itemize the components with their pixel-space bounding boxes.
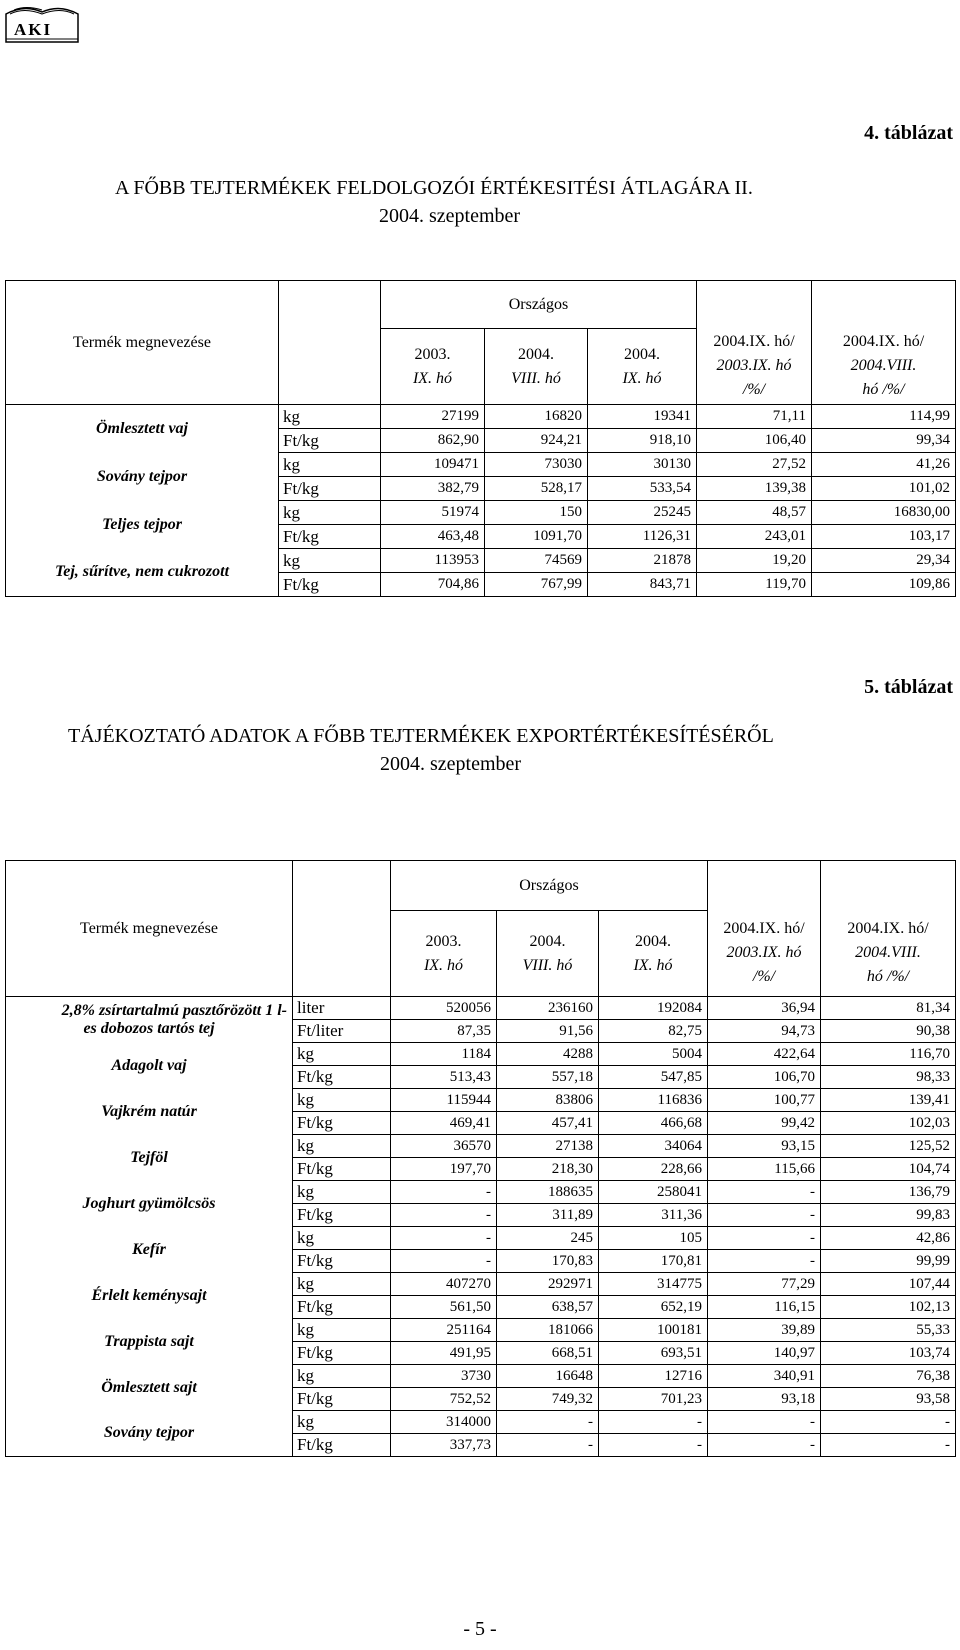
product-name: Sovány tejpor	[6, 1411, 293, 1457]
unit-cell: Ft/kg	[293, 1388, 391, 1411]
table-row	[6, 1227, 956, 1250]
value-cell: -	[599, 1434, 708, 1457]
header-col-4	[697, 329, 812, 405]
product-name: Tejföl	[6, 1135, 293, 1181]
value-cell: 94,73	[708, 1020, 821, 1043]
value-cell: 407270	[391, 1273, 497, 1296]
header-unit	[293, 861, 391, 997]
value-cell: 16820	[485, 405, 588, 429]
unit-cell: kg	[293, 1043, 391, 1066]
table4-title	[115, 174, 753, 230]
value-cell: 311,89	[497, 1204, 599, 1227]
value-cell: 767,99	[485, 573, 588, 597]
value-cell: 109,86	[812, 573, 956, 597]
unit-cell: kg	[293, 1181, 391, 1204]
header-row	[6, 861, 956, 911]
value-cell: 701,23	[599, 1388, 708, 1411]
unit-cell: Ft/kg	[293, 1112, 391, 1135]
value-cell: 1091,70	[485, 525, 588, 549]
header-col-line: VIII. hó	[511, 369, 561, 387]
value-cell: 693,51	[599, 1342, 708, 1365]
header-unit	[279, 281, 381, 405]
header-col-line: 2004.VIII.	[855, 944, 921, 962]
value-cell: 245	[497, 1227, 599, 1250]
header-product: Termék megnevezése	[6, 281, 279, 405]
header-col-line: 2004.IX. hó/	[713, 333, 795, 351]
value-cell: 104,74	[821, 1158, 956, 1181]
value-cell: 113953	[381, 549, 485, 573]
value-cell: 48,57	[697, 501, 812, 525]
value-cell: 100,77	[708, 1089, 821, 1112]
header-empty	[812, 281, 956, 329]
product-name: Érlelt keménysajt	[6, 1273, 293, 1319]
value-cell: 243,01	[697, 525, 812, 549]
table5-title-line1: TÁJÉKOZTATÓ ADATOK A FŐBB TEJTERMÉKEK EXPORTÉRTÉKESÍTÉSÉRŐL	[68, 725, 774, 747]
header-col-line: 2004.	[635, 932, 671, 950]
table-row	[6, 1273, 956, 1296]
header-empty	[708, 861, 821, 911]
header-col-line: 2004.IX. hó/	[842, 333, 925, 351]
value-cell: 197,70	[391, 1158, 497, 1181]
table4-label: 4. táblázat	[864, 122, 953, 144]
header-product: Termék megnevezése	[6, 861, 293, 997]
value-cell: 652,19	[599, 1296, 708, 1319]
value-cell: 547,85	[599, 1066, 708, 1089]
unit-cell: kg	[279, 453, 381, 477]
table-row	[6, 997, 956, 1020]
unit-cell: kg	[279, 501, 381, 525]
header-group: Országos	[391, 861, 708, 911]
header-empty	[697, 281, 812, 329]
header-col-line: 2004.IX. hó/	[847, 920, 929, 938]
value-cell: 422,64	[708, 1043, 821, 1066]
header-col-line: hó /%/	[866, 968, 910, 986]
value-cell: 27138	[497, 1135, 599, 1158]
value-cell: -	[497, 1411, 599, 1434]
header-col-3	[599, 911, 708, 997]
header-col-1	[381, 329, 485, 405]
header-col-line: IX. hó	[622, 369, 662, 387]
header-col-line: /%/	[742, 381, 766, 399]
value-cell: 251164	[391, 1319, 497, 1342]
value-cell: -	[391, 1181, 497, 1204]
unit-cell: liter	[293, 997, 391, 1020]
header-col-line: hó /%/	[862, 381, 905, 399]
product-name: Adagolt vaj	[6, 1043, 293, 1089]
value-cell: -	[708, 1250, 821, 1273]
table-row	[6, 1181, 956, 1204]
value-cell: 115,66	[708, 1158, 821, 1181]
value-cell: 29,34	[812, 549, 956, 573]
value-cell: 314000	[391, 1411, 497, 1434]
value-cell: -	[821, 1434, 956, 1457]
value-cell: 87,35	[391, 1020, 497, 1043]
header-col-line: 2003.	[414, 345, 451, 363]
value-cell: 513,43	[391, 1066, 497, 1089]
value-cell: 115944	[391, 1089, 497, 1112]
product-name: Kefír	[6, 1227, 293, 1273]
product-name: Ömlesztett sajt	[6, 1365, 293, 1411]
product-name-line: es dobozos tartós tej	[83, 1019, 215, 1037]
value-cell: 557,18	[497, 1066, 599, 1089]
value-cell: 42,86	[821, 1227, 956, 1250]
value-cell: 749,32	[497, 1388, 599, 1411]
header-col-line: 2003.	[425, 932, 462, 950]
unit-cell: Ft/kg	[293, 1296, 391, 1319]
unit-cell: Ft/kg	[293, 1204, 391, 1227]
unit-cell: Ft/liter	[293, 1020, 391, 1043]
header-col-line: 2004.IX. hó/	[723, 920, 805, 938]
value-cell: 90,38	[821, 1020, 956, 1043]
product-name: Trappista sajt	[6, 1319, 293, 1365]
product-name: Sovány tejpor	[6, 453, 279, 501]
value-cell: 192084	[599, 997, 708, 1020]
value-cell: 528,17	[485, 477, 588, 501]
value-cell: -	[391, 1250, 497, 1273]
value-cell: 1126,31	[588, 525, 697, 549]
value-cell: -	[391, 1204, 497, 1227]
value-cell: 82,75	[599, 1020, 708, 1043]
value-cell: -	[708, 1411, 821, 1434]
table-row	[6, 1411, 956, 1434]
value-cell: 116,70	[821, 1043, 956, 1066]
unit-cell: kg	[293, 1273, 391, 1296]
value-cell: 292971	[497, 1273, 599, 1296]
header-col-line: IX. hó	[423, 956, 464, 974]
table-row	[6, 1319, 956, 1342]
header-col-5	[812, 329, 956, 405]
unit-cell: Ft/kg	[293, 1250, 391, 1273]
value-cell: 36,94	[708, 997, 821, 1020]
value-cell: 520056	[391, 997, 497, 1020]
table-row	[6, 549, 956, 573]
value-cell: 41,26	[812, 453, 956, 477]
value-cell: 4288	[497, 1043, 599, 1066]
value-cell: 93,18	[708, 1388, 821, 1411]
header-col-line: 2004.VIII.	[850, 357, 917, 375]
value-cell: 116,15	[708, 1296, 821, 1319]
value-cell: 99,42	[708, 1112, 821, 1135]
value-cell: 36570	[391, 1135, 497, 1158]
unit-cell: kg	[293, 1227, 391, 1250]
value-cell: 77,29	[708, 1273, 821, 1296]
value-cell: 19341	[588, 405, 697, 429]
unit-cell: Ft/kg	[293, 1066, 391, 1089]
value-cell: 638,57	[497, 1296, 599, 1319]
unit-cell: Ft/kg	[293, 1158, 391, 1181]
header-col-line: 2003.IX. hó	[726, 944, 802, 962]
value-cell: 27199	[381, 405, 485, 429]
value-cell: 71,11	[697, 405, 812, 429]
value-cell: 139,38	[697, 477, 812, 501]
value-cell: 73030	[485, 453, 588, 477]
value-cell: 109471	[381, 453, 485, 477]
value-cell: 862,90	[381, 429, 485, 453]
value-cell: 181066	[497, 1319, 599, 1342]
value-cell: 150	[485, 501, 588, 525]
table4	[5, 280, 956, 597]
value-cell: 457,41	[497, 1112, 599, 1135]
value-cell: 314775	[599, 1273, 708, 1296]
header-col-line: /%/	[752, 968, 776, 986]
header-col-1	[391, 911, 497, 997]
table4-title-line2: 2004. szeptember	[379, 205, 521, 227]
value-cell: 81,34	[821, 997, 956, 1020]
value-cell: 114,99	[812, 405, 956, 429]
value-cell: 843,71	[588, 573, 697, 597]
value-cell: 106,40	[697, 429, 812, 453]
unit-cell: Ft/kg	[279, 477, 381, 501]
value-cell: 704,86	[381, 573, 485, 597]
value-cell: 99,34	[812, 429, 956, 453]
table-row	[6, 1365, 956, 1388]
unit-cell: kg	[279, 549, 381, 573]
unit-cell: kg	[293, 1411, 391, 1434]
header-col-line: 2004.	[624, 345, 660, 363]
table5-label: 5. táblázat	[864, 676, 953, 698]
value-cell: 100181	[599, 1319, 708, 1342]
header-empty	[821, 861, 956, 911]
value-cell: 103,74	[821, 1342, 956, 1365]
value-cell: 533,54	[588, 477, 697, 501]
value-cell: 340,91	[708, 1365, 821, 1388]
header-col-line: 2004.	[529, 932, 566, 950]
table-row	[6, 1089, 956, 1112]
header-col-4	[708, 911, 821, 997]
value-cell: -	[708, 1181, 821, 1204]
unit-cell: Ft/kg	[293, 1434, 391, 1457]
value-cell: 466,68	[599, 1112, 708, 1135]
value-cell: 39,89	[708, 1319, 821, 1342]
value-cell: 170,83	[497, 1250, 599, 1273]
table-row	[6, 453, 956, 477]
unit-cell: kg	[293, 1319, 391, 1342]
table4-title-line1: A FŐBB TEJTERMÉKEK FELDOLGOZÓI ÉRTÉKESITÉSI ÁTLAGÁRA II.	[115, 177, 753, 199]
table-row	[6, 405, 956, 429]
value-cell: 188635	[497, 1181, 599, 1204]
value-cell: 106,70	[708, 1066, 821, 1089]
unit-cell: Ft/kg	[279, 429, 381, 453]
value-cell: 218,30	[497, 1158, 599, 1181]
value-cell: 752,52	[391, 1388, 497, 1411]
value-cell: 382,79	[381, 477, 485, 501]
value-cell: 170,81	[599, 1250, 708, 1273]
header-col-3	[588, 329, 697, 405]
value-cell: -	[391, 1227, 497, 1250]
value-cell: 463,48	[381, 525, 485, 549]
value-cell: -	[708, 1227, 821, 1250]
value-cell: 55,33	[821, 1319, 956, 1342]
value-cell: 116836	[599, 1089, 708, 1112]
value-cell: 105	[599, 1227, 708, 1250]
header-col-line: 2004.	[518, 345, 554, 363]
unit-cell: kg	[279, 405, 381, 429]
value-cell: -	[708, 1204, 821, 1227]
value-cell: 491,95	[391, 1342, 497, 1365]
aki-logo	[4, 2, 80, 42]
value-cell: 924,21	[485, 429, 588, 453]
value-cell: 93,58	[821, 1388, 956, 1411]
product-name: Teljes tejpor	[6, 501, 279, 549]
value-cell: 16648	[497, 1365, 599, 1388]
value-cell: 16830,00	[812, 501, 956, 525]
unit-cell: kg	[293, 1365, 391, 1388]
product-name	[6, 997, 293, 1043]
value-cell: 469,41	[391, 1112, 497, 1135]
value-cell: 30130	[588, 453, 697, 477]
value-cell: -	[708, 1434, 821, 1457]
value-cell: 119,70	[697, 573, 812, 597]
table-row	[6, 1135, 956, 1158]
value-cell: 76,38	[821, 1365, 956, 1388]
value-cell: 83806	[497, 1089, 599, 1112]
value-cell: 125,52	[821, 1135, 956, 1158]
header-col-5	[821, 911, 956, 997]
header-row	[6, 281, 956, 329]
value-cell: 19,20	[697, 549, 812, 573]
value-cell: 228,66	[599, 1158, 708, 1181]
unit-cell: kg	[293, 1135, 391, 1158]
table-row	[6, 1043, 956, 1066]
header-col-line: IX. hó	[412, 369, 453, 387]
unit-cell: Ft/kg	[279, 525, 381, 549]
table-row	[6, 501, 956, 525]
header-col-2	[485, 329, 588, 405]
value-cell: 27,52	[697, 453, 812, 477]
value-cell: 91,56	[497, 1020, 599, 1043]
product-name: Joghurt gyümölcsös	[6, 1181, 293, 1227]
value-cell: 102,03	[821, 1112, 956, 1135]
value-cell: 99,83	[821, 1204, 956, 1227]
header-col-line: 2003.IX. hó	[716, 357, 792, 375]
value-cell: 107,44	[821, 1273, 956, 1296]
value-cell: 918,10	[588, 429, 697, 453]
header-col-line: IX. hó	[633, 956, 673, 974]
product-name: Ömlesztett vaj	[6, 405, 279, 453]
value-cell: 140,97	[708, 1342, 821, 1365]
value-cell: 25245	[588, 501, 697, 525]
value-cell: 561,50	[391, 1296, 497, 1319]
value-cell: 101,02	[812, 477, 956, 501]
table5	[5, 860, 956, 1457]
value-cell: -	[497, 1434, 599, 1457]
value-cell: 236160	[497, 997, 599, 1020]
table5-title-line2: 2004. szeptember	[380, 753, 522, 775]
value-cell: 93,15	[708, 1135, 821, 1158]
logo-text: AKI	[14, 20, 53, 39]
value-cell: -	[821, 1411, 956, 1434]
value-cell: 103,17	[812, 525, 956, 549]
value-cell: 98,33	[821, 1066, 956, 1089]
value-cell: 337,73	[391, 1434, 497, 1457]
value-cell: 21878	[588, 549, 697, 573]
value-cell: 1184	[391, 1043, 497, 1066]
header-group: Országos	[381, 281, 697, 329]
unit-cell: Ft/kg	[293, 1342, 391, 1365]
value-cell: 34064	[599, 1135, 708, 1158]
header-col-line: VIII. hó	[522, 956, 573, 974]
value-cell: 668,51	[497, 1342, 599, 1365]
value-cell: 12716	[599, 1365, 708, 1388]
product-name: Tej, sűrítve, nem cukrozott	[6, 549, 279, 597]
product-name: Vajkrém natúr	[6, 1089, 293, 1135]
value-cell: 99,99	[821, 1250, 956, 1273]
header-col-2	[497, 911, 599, 997]
value-cell: 74569	[485, 549, 588, 573]
table5-title	[68, 722, 774, 778]
value-cell: 139,41	[821, 1089, 956, 1112]
page-number: - 5 -	[463, 1618, 497, 1640]
unit-cell: kg	[293, 1089, 391, 1112]
product-name-line: 2,8% zsírtartalmú pasztőrözött 1 l-	[61, 1001, 287, 1019]
unit-cell: Ft/kg	[279, 573, 381, 597]
value-cell: 102,13	[821, 1296, 956, 1319]
value-cell: 51974	[381, 501, 485, 525]
value-cell: 136,79	[821, 1181, 956, 1204]
value-cell: 3730	[391, 1365, 497, 1388]
value-cell: 258041	[599, 1181, 708, 1204]
value-cell: -	[599, 1411, 708, 1434]
value-cell: 5004	[599, 1043, 708, 1066]
value-cell: 311,36	[599, 1204, 708, 1227]
